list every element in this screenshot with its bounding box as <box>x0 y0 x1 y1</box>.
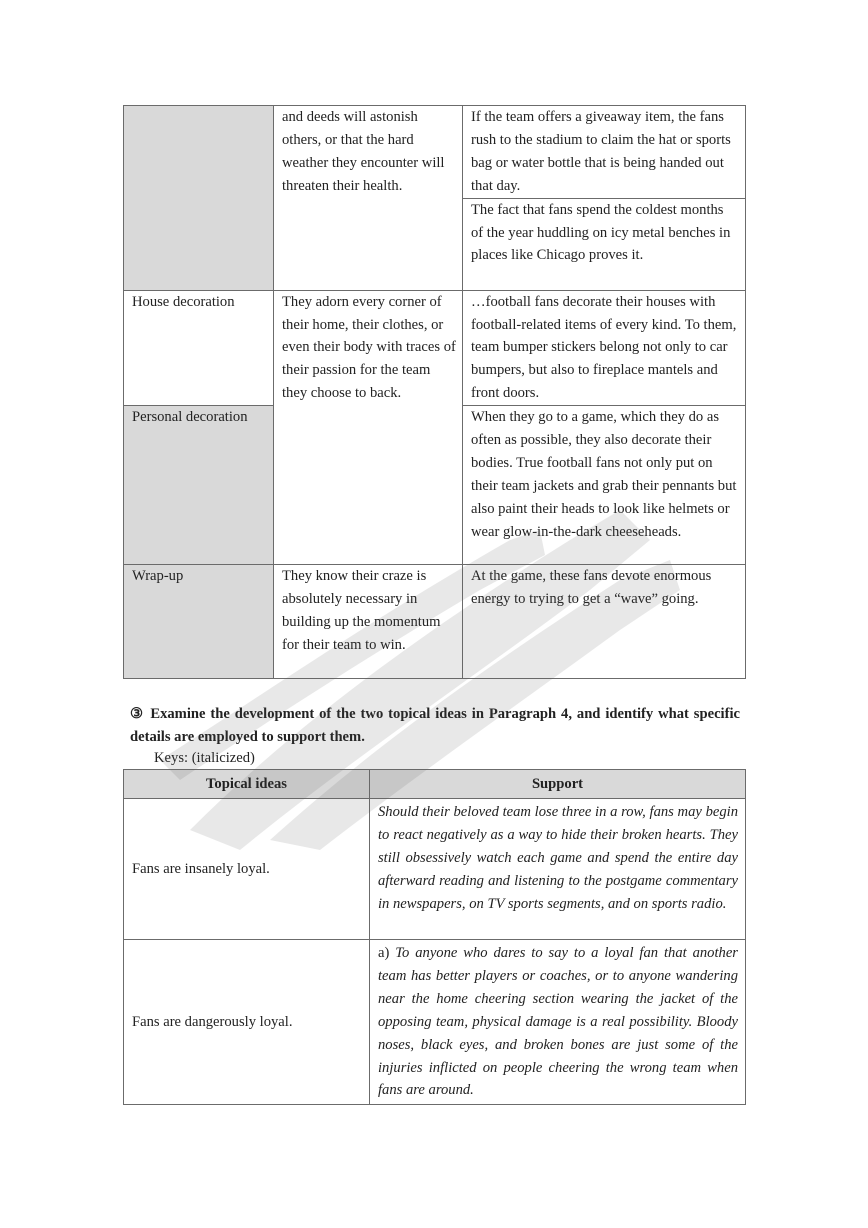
support-cell: When they go to a game, which they do as often as possible, they also decorate their bodies. True football fans not only put on their team jackets and grab their pennants but also paint their heads to look like helmets or wear glow-in-the-dark cheeseheads. <box>463 406 746 565</box>
support-text: Should their beloved team lose three in a row, fans may begin to react negatively as a way to hide their broken hearts. They still obsessively watch each game and spend the entire day afterward reading and listening to the postgame commentary in newspapers, on TV sports segments, and on sports radio. <box>378 804 738 912</box>
support-cell <box>370 940 746 1105</box>
label-cell <box>124 106 274 291</box>
support-prefix: a) <box>378 945 396 961</box>
support-text: To anyone who dares to say to a loyal fan that another team has better players or coaches, or to anyone wandering near the home cheering section wearing the jacket of the opposing team, physical damage is a real possibility. Bloody noses, black eyes, and broken bones are just some of the injuries inflicted on people cheering the wrong team when fans are around. <box>378 945 738 1099</box>
header-topical-ideas: Topical ideas <box>124 770 370 799</box>
table-row <box>124 565 746 679</box>
support-cell: …football fans decorate their houses with football-related items of every kind. To them, team bumper stickers belong not only to car bumpers, but also to fireplace mantels and front doors. <box>463 290 746 406</box>
table-row <box>124 799 746 940</box>
topic-cell: They know their craze is absolutely necessary in building up the momentum for their team to win. <box>274 565 463 679</box>
question-heading <box>130 703 740 749</box>
support-table <box>123 769 746 1105</box>
table-row <box>124 290 746 406</box>
support-cell: At the game, these fans devote enormous energy to trying to get a “wave” going. <box>463 565 746 679</box>
header-support: Support <box>370 770 746 799</box>
question-text: Examine the development of the two topical ideas in Paragraph 4, and identify what specific details are employed to support them. <box>130 706 740 745</box>
table-row <box>124 106 746 199</box>
table-row <box>124 940 746 1105</box>
topical-idea-cell: Fans are insanely loyal. <box>124 799 370 940</box>
topical-idea-cell: Fans are dangerously loyal. <box>124 940 370 1105</box>
support-cell: The fact that fans spend the coldest months of the year huddling on icy metal benches in places like Chicago proves it. <box>463 198 746 290</box>
label-cell: Personal decoration <box>124 406 274 565</box>
table-header-row <box>124 770 746 799</box>
support-cell <box>370 799 746 940</box>
label-cell: Wrap-up <box>124 565 274 679</box>
label-cell: House decoration <box>124 290 274 406</box>
question-number: ③ <box>130 706 145 722</box>
support-cell: If the team offers a giveaway item, the fans rush to the stadium to claim the hat or sports bag or water bottle that is being handed out that day. <box>463 106 746 199</box>
top-table <box>123 105 746 679</box>
topic-cell: They adorn every corner of their home, their clothes, or even their body with traces of their passion for the team they choose to back. <box>274 290 463 565</box>
keys-note: Keys: (italicized) <box>154 750 255 766</box>
topic-cell: and deeds will astonish others, or that the hard weather they encounter will threaten their health. <box>274 106 463 291</box>
